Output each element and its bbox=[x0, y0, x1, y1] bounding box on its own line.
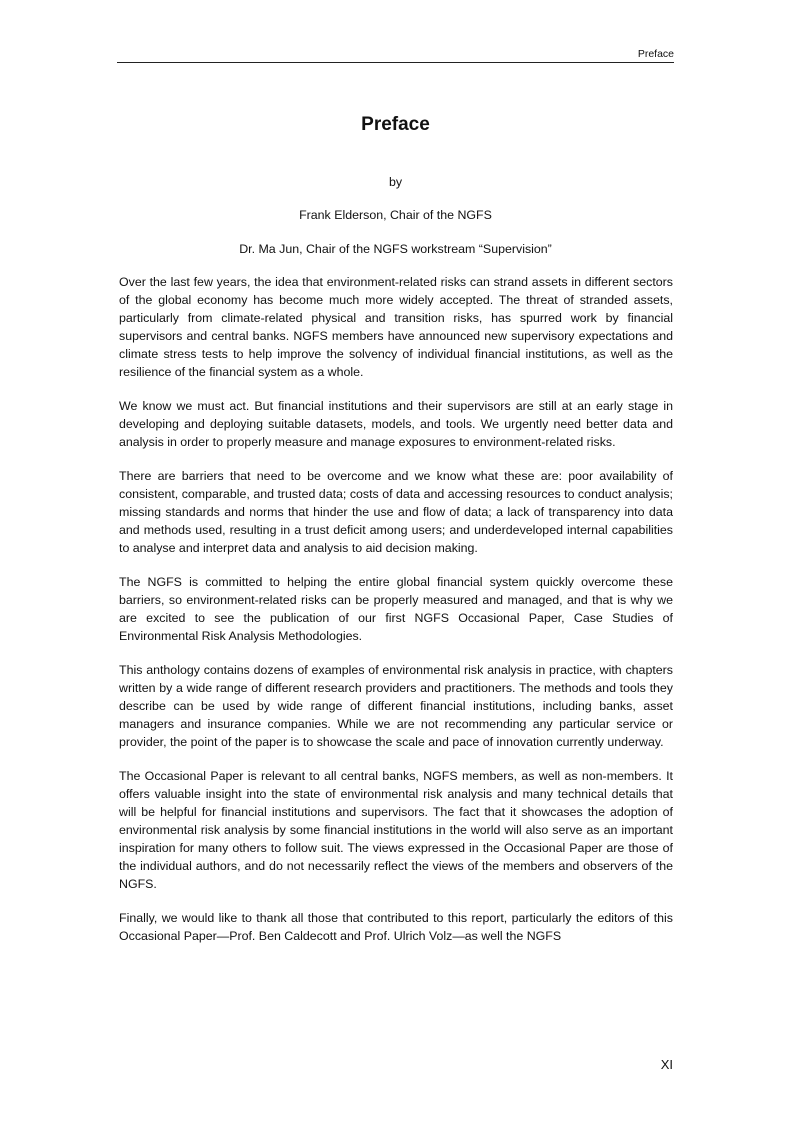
paragraph: Over the last few years, the idea that environment-related risks can strand assets in different sectors of the global economy has become much more widely accepted. The threat of stranded assets, particularly from climate-related physical and transition risks, has spurred work by financial supervisors and central banks. NGFS members have announced new supervisory expectations and climate stress tests to help improve the solvency of individual financial institutions, as well as the resilience of the financial system as a whole. bbox=[119, 275, 673, 379]
page-title: Preface bbox=[361, 114, 430, 135]
paragraph: We know we must act. But financial institutions and their supervisors are still at an early stage in developing and deploying suitable datasets, models, and tools. We urgently need better data and analysis in order to properly measure and manage exposures to environment-related risks. bbox=[119, 399, 673, 449]
paragraph: The NGFS is committed to helping the entire global financial system quickly overcome these barriers, so environment-related risks can be properly measured and managed, and that is why we are excited to see the publication of our first NGFS Occasional Paper, Case Studies of Environmental Risk Analysis Methodologies. bbox=[119, 575, 673, 643]
running-header: Preface bbox=[117, 46, 674, 63]
paragraph: This anthology contains dozens of examples of environmental risk analysis in practice, with chapters written by a wide range of different research providers and practitioners. The methods and tools they describe can be used by wide range of different financial institutions, including banks, asset managers and insurance companies. While we are not recommending any particular service or provider, the point of the paper is to showcase the scale and pace of innovation currently underway. bbox=[119, 663, 673, 749]
byline-author-elderson: Frank Elderson, Chair of the NGFS bbox=[299, 208, 492, 222]
byline-author-ma-jun: Dr. Ma Jun, Chair of the NGFS workstream “Supervision” bbox=[239, 242, 552, 256]
paragraph: There are barriers that need to be overcome and we know what these are: poor availability of consistent, comparable, and trusted data; costs of data and accessing resources to conduct analysis; missing standards and norms that hinder the use and flow of data; a lack of transparency into data and methods used, resulting in a trust deficit among users; and underdeveloped internal capabilities to analyse and interpret data and analysis to aid decision making. bbox=[119, 469, 673, 555]
paragraph: Finally, we would like to thank all those that contributed to this report, particularly the editors of this Occasional Paper—Prof. Ben Caldecott and Prof. Ulrich Volz—as well the NGFS bbox=[119, 911, 673, 943]
byline-by: by bbox=[388, 175, 403, 189]
paragraph: The Occasional Paper is relevant to all central banks, NGFS members, as well as non-members. It offers valuable insight into the state of environmental risk analysis and many technical details that will be helpful for financial institutions and supervisors. The fact that it showcases the adoption of environmental risk analysis by some financial institutions in the world will also serve as an important inspiration for many others to follow suit. The views expressed in the Occasional Paper are those of the individual authors, and do not necessarily reflect the views of the members and observers of the NGFS. bbox=[119, 769, 673, 891]
page-number: XI bbox=[660, 1057, 673, 1072]
preface-body bbox=[119, 273, 673, 961]
